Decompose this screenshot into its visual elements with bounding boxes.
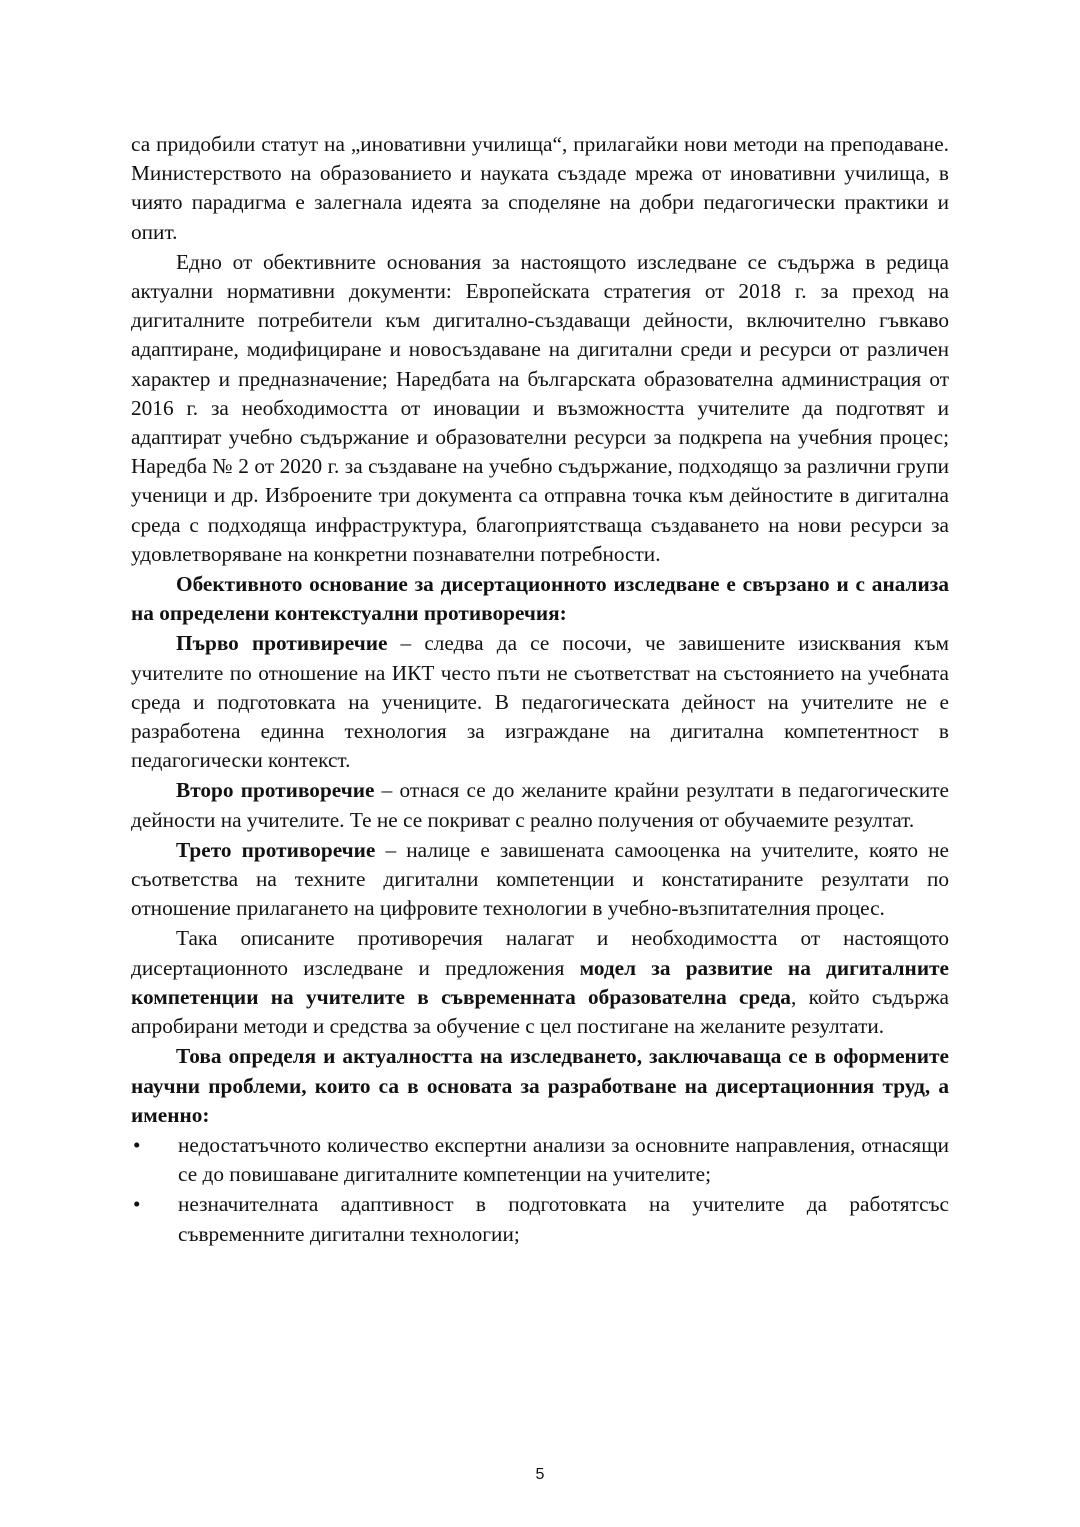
- paragraph-normative-documents: Едно от обективните основания за настоящото изследване се съдържа в редица актуални нормативни документи: Европейската стратегия от 2018 г. за преход на дигиталните потребители към дигитално-създаващи дейности, включително гъвкаво адаптиране, модифициране и новосъздаване на дигитални среди и ресурси от различен характер и предназначение; Наредбата на българската образователна администрация от 2016 г. за необходимостта от иновации и възможността учителите да подготвят и адаптират учебно съдържание и образователни ресурси за подкрепа на учебния процес; Наредба № 2 от 2020 г. за създаване на учебно съдържание, подходящо за различни групи ученици и др. Изброените три документа са отправна точка към дейностите в дигитална среда с подходяща инфраструктура, благоприятстваща създаването на нови ресурси за удовлетворяване на конкретни познавателни потребности.: [131, 249, 949, 566]
- model-text-b: , който съдържа апробирани методи и средства за обучение с цел постигане на желаните резултати.: [131, 984, 950, 1039]
- model-bold-text: модел за развитие на дигиталните компетенции на учителите в съвременната образователна среда: [131, 955, 950, 1009]
- relevance-bold-text: Това определя и актуалността на изследването, заключаваща се в оформените научни проблеми, които са в основата за разработване на дисертационния труд, а именно:: [131, 1044, 949, 1127]
- third-contradiction-label: Трето противоречие: [176, 837, 376, 862]
- document-body: [131, 130, 949, 1249]
- list-item-text-continued: със съвременните дигитални технологии;: [178, 1192, 949, 1246]
- paragraph-relevance-heading: [131, 1042, 949, 1130]
- paragraph-third-contradiction: [131, 836, 949, 924]
- model-text-a: Така описаните противоречия налагат и необходимостта от настоящото дисертационното изследване и предложения: [131, 926, 949, 980]
- page-number: 5: [535, 1466, 545, 1483]
- third-contradiction-text: – налице е завишената самооценка на учителите, която не съответства на техните дигитални компетенции и констатираните резултати по отношение прилагането на цифровите технологии в учебно-възпитателния процес.: [131, 837, 949, 921]
- bold-heading-text: Обективното основание за дисертационното изследване е свързано и с анализа на определени контекстуални противоречия:: [131, 572, 949, 626]
- paragraph-intro: са придобили статут на „иновативни училища“, прилагайки нови методи на преподаване. Министерството на образованието и науката създаде мрежа от иновативни училища, в чиято парадигма е залегнала идеята за споделяне на добри педагогически практики и опит.: [131, 132, 949, 244]
- second-contradiction-text: – отнася се до желаните крайни резултати в педагогическите дейности на учителите. Те не се покриват с реално получения от обучаемите резултат.: [131, 778, 949, 832]
- bullet-icon: •: [133, 1132, 141, 1157]
- list-item-text-continued: ления, отнасящи се до повишаване дигиталните компетенции на учителите;: [178, 1132, 949, 1187]
- list-item-text: незначителната адаптивност в подготовката на учителите да работят: [178, 1192, 920, 1217]
- paragraph-second-contradiction: [131, 776, 949, 834]
- list-item: [131, 1190, 949, 1248]
- list-item: [131, 1131, 949, 1189]
- paragraph-first-contradiction: [131, 629, 949, 775]
- list-item-text: недостатъчното количество експертни анализи за основните направ: [178, 1132, 798, 1157]
- second-contradiction-label: Второ противоречие: [176, 778, 375, 803]
- first-contradiction-label: Първо противиречие: [176, 631, 388, 656]
- first-contradiction-text: – следва да се посочи, че завишените изисквания към учителите по отношение на ИКТ често пъти не съответстват на състоянието на учебната среда и подготовката на учениците. В педагогическата дейност на учителите не е разработена единна технология за изграждане на дигитална компетентност в педагогически контекст.: [131, 631, 949, 773]
- paragraph-contradictions-heading: [131, 570, 949, 628]
- bullet-icon: •: [133, 1192, 141, 1217]
- paragraph-model: [131, 924, 949, 1041]
